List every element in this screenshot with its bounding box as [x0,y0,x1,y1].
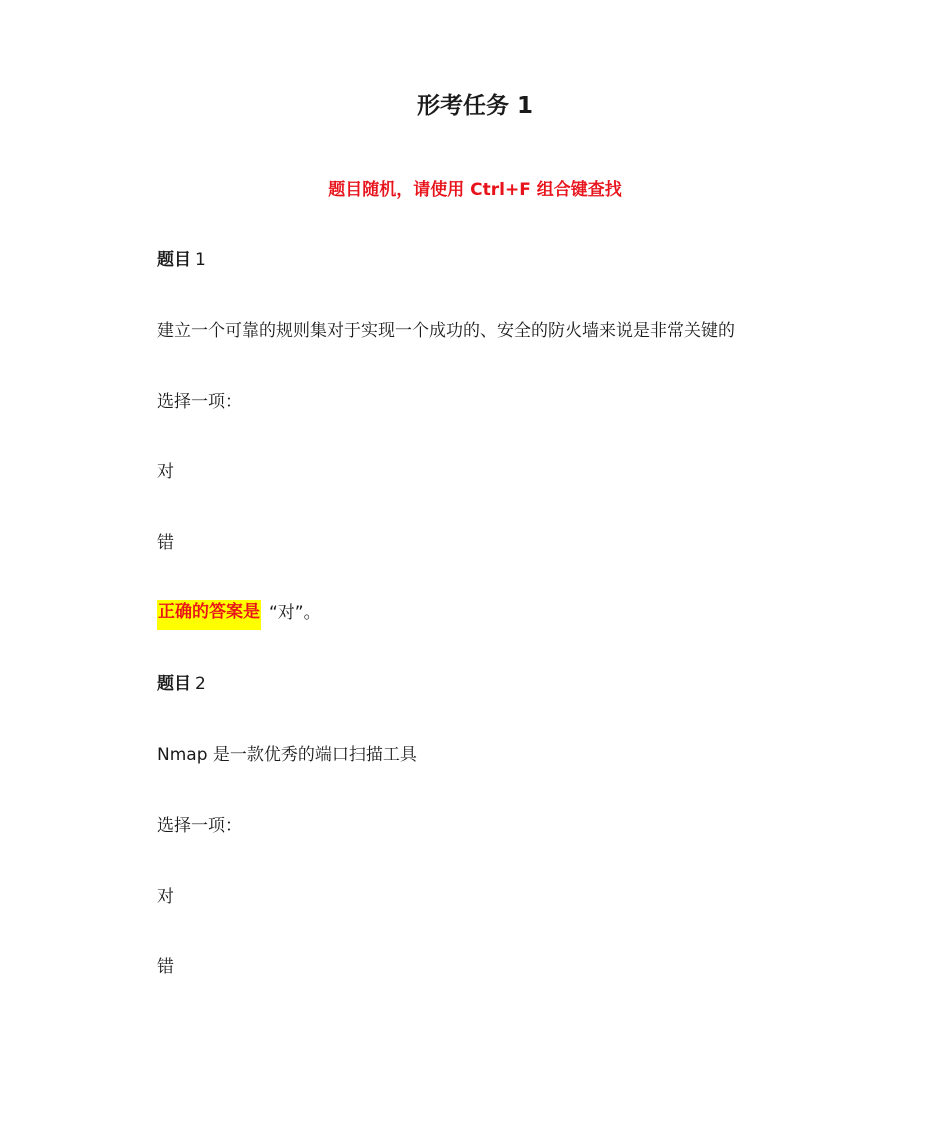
question-1-option-true: 对 [157,462,174,482]
question-1-option-false: 错 [157,533,174,553]
answer-text: “对”。 [269,603,321,623]
question-label: 题目 [157,250,191,270]
question-number: 2 [195,674,206,694]
question-2-prompt: 选择一项： [157,816,242,836]
question-1-prompt: 选择一项： [157,392,242,412]
question-2-text: Nmap 是一款优秀的端口扫描工具 [157,745,417,765]
answer-label-highlight: 正确的答案是 [157,600,261,630]
question-number: 1 [195,250,206,270]
question-2-option-true: 对 [157,887,174,907]
question-1-heading [157,247,206,273]
question-1-answer [157,600,321,630]
search-notice: 题目随机，请使用 Ctrl+F 组合键查找 [328,180,622,200]
question-label: 题目 [157,674,191,694]
question-2-option-false: 错 [157,957,174,977]
question-1-text: 建立一个可靠的规则集对于实现一个成功的、安全的防火墙来说是非常关键的 [157,321,735,341]
document-title: 形考任务 1 [416,93,533,119]
question-2-heading [157,671,206,697]
